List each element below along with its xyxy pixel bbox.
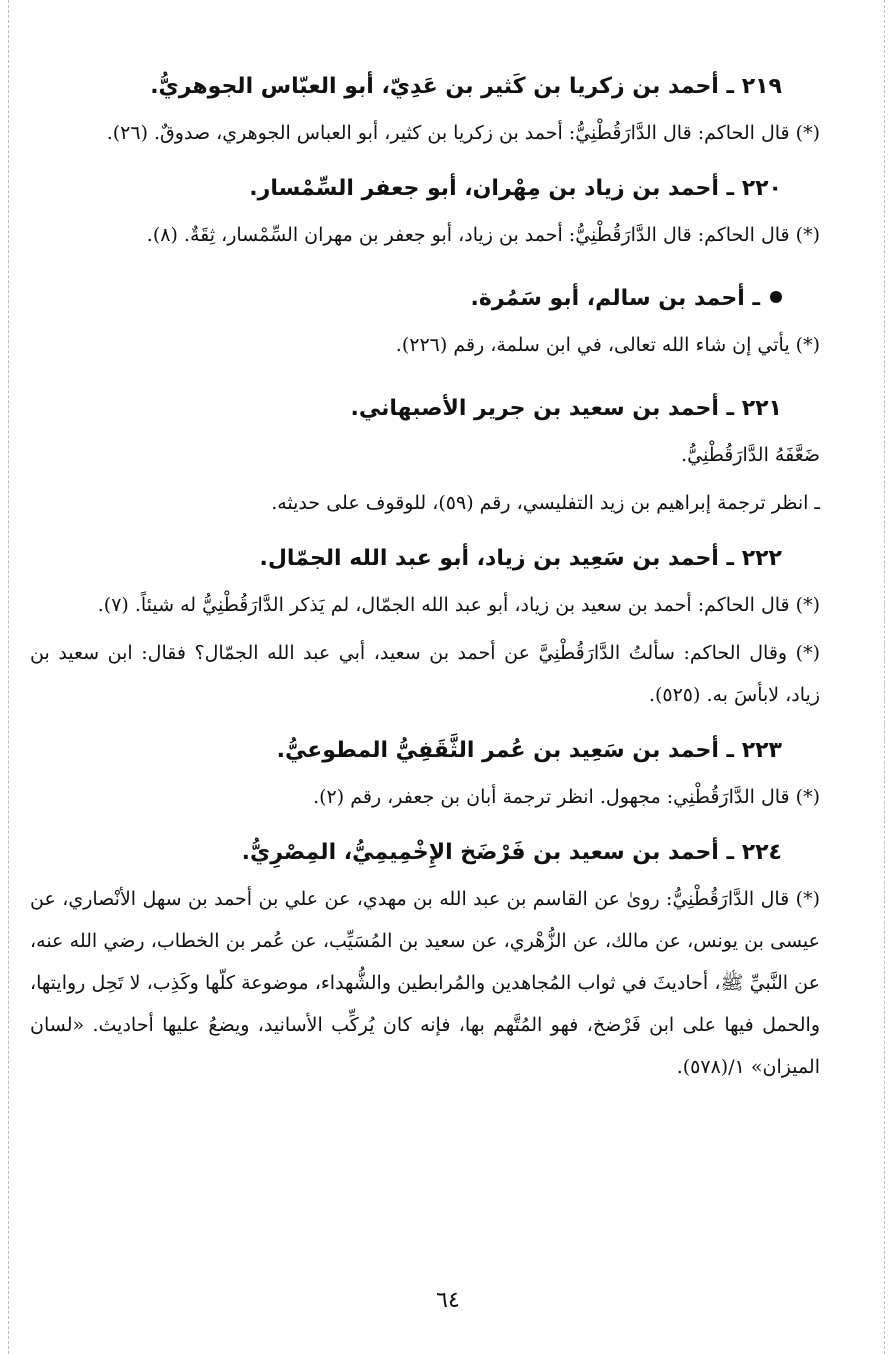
entry-219 — [30, 70, 870, 154]
bullet-icon — [770, 291, 782, 303]
entry-223 — [30, 734, 870, 818]
entry-heading: ٢٢٠ ـ أحمد بن زياد بن مِهْران، أبو جعفر السِّمْسار. — [249, 176, 782, 201]
entry-paragraph: (*) قال الدَّارَقُطْنِيُّ: روىٰ عن القاسم بن عبد الله بن مهدي، عن علي بن أحمد بن سهل الأنْصاري، عن عيسى بن يونس، عن مالك، عن الزُّهْري، عن سعيد بن المُسَيِّب، عن عُمر بن الخطاب، رضي الله عنه، عن النَّبيِّ ﷺ، أحاديثَ في ثواب المُجاهدين والمُرابطين والشُّهداء، موضوعة كلّها وكَذِب، لا تَحِل روايتها، والحمل فيها على ابن فَرْضخ، فهو المُتَّهم بها، فإنه كان يُركِّب الأسانيد، ويضعُ عليها أحاديث. «لسان الميزان» ١/(٥٧٨). — [30, 888, 820, 1078]
entry-heading — [30, 282, 870, 316]
right-margin-guide — [884, 0, 885, 1354]
entry-224 — [30, 836, 870, 1088]
entry-heading: ٢٢٤ ـ أحمد بن سعيد بن فَرْضَخ الإِخْمِيمِيُّ، المِصْرِيُّ. — [241, 840, 782, 865]
entry-paragraph: (*) قال الحاكم: قال الدَّارَقُطْنِيُّ: أحمد بن زياد، أبو جعفر بن مهران السِّمْسار، ثِقَةٌ. (٨). — [146, 224, 820, 246]
entry-paragraph: (*) قال الحاكم: قال الدَّارَقُطْنِيُّ: أحمد بن زكريا بن كثير، أبو العباس الجوهري، صدوقٌ. (٢٦). — [106, 122, 820, 144]
entry-heading: ٢٢٣ ـ أحمد بن سَعِيد بن عُمر الثَّقَفِيُّ المطوعيُّ. — [276, 738, 782, 763]
entry-paragraph: (*) قال الدَّارَقُطْنِي: مجهول. انظر ترجمة أبان بن جعفر، رقم (٢). — [313, 786, 820, 808]
entry-heading: ٢١٩ ـ أحمد بن زكريا بن كَثير بن عَدِيّ، أبو العبّاس الجوهريُّ. — [150, 74, 782, 99]
entry-paragraph: (*) يأتي إن شاء الله تعالى، في ابن سلمة، رقم (٢٢٦). — [395, 334, 820, 356]
entry-222 — [30, 542, 870, 716]
entry-paragraph: (*) وقال الحاكم: سألتُ الدَّارَقُطْنِيَّ عن أحمد بن سعيد، أبي عبد الله الجمّال؟ فقال: ابن سعيد بن زياد، لابأسَ به. (٥٢٥). — [30, 642, 820, 706]
entry-ahmad-bin-salim — [30, 282, 870, 366]
entry-heading-text: ـ أحمد بن سالم، أبو سَمُرة. — [470, 286, 760, 311]
left-margin-guide — [8, 0, 9, 1354]
entry-paragraph: (*) قال الحاكم: أحمد بن سعيد بن زياد، أبو عبد الله الجمّال، لم يَذكر الدَّارَقُطْنِيُّ له شيئاً. (٧). — [97, 594, 820, 616]
entry-paragraph: ـ انظر ترجمة إبراهيم بن زيد التفليسي، رقم (٥٩)، للوقوف على حديثه. — [271, 492, 820, 514]
entry-paragraph: ضَعَّفَهُ الدَّارَقُطْنِيُّ. — [681, 444, 820, 466]
entry-heading: ٢٢١ ـ أحمد بن سعيد بن جرير الأصبهاني. — [350, 396, 782, 421]
entry-221 — [30, 392, 870, 524]
entry-220 — [30, 172, 870, 256]
entry-heading: ٢٢٢ ـ أحمد بن سَعِيد بن زياد، أبو عبد الله الجمّال. — [259, 546, 782, 571]
page-number: ٦٤ — [436, 1288, 460, 1313]
page-body — [30, 70, 870, 1094]
